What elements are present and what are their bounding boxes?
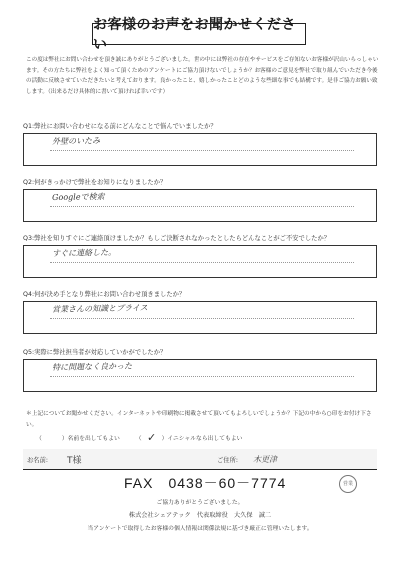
question-label: Q1:弊社にお問い合わせになる前にどんなことで悩んでいましたか？ [23, 123, 217, 130]
answer-line [50, 206, 354, 207]
question-1 [23, 122, 377, 166]
choice-initials[interactable]: （ ✓ ）イニシャルなら出してもよい [135, 430, 243, 444]
check-mark-icon: ✓ [147, 430, 157, 444]
question-2 [23, 178, 377, 222]
answer-box [23, 133, 377, 166]
choice-label: ）イニシャルなら出してもよい [161, 436, 243, 442]
question-4 [23, 290, 377, 334]
handwritten-answer: 外壁のいたみ [52, 136, 101, 146]
choice-label: ）名前を出してもよい [61, 436, 120, 442]
question-label: Q5:実際に弊社担当者が対応していかがでしたか？ [23, 349, 167, 356]
handwritten-answer: すぐに連絡した。 [52, 247, 117, 258]
footer-thanks: ご協力ありがとうございました。 [156, 500, 244, 506]
answer-line [50, 318, 354, 319]
answer-box [23, 359, 377, 392]
choice-full-name[interactable]: （ ）名前を出してもよい [36, 433, 120, 442]
name-value[interactable]: T様 [67, 455, 82, 466]
footer-company: 株式会社シェアテック 代表取締役 大久保 誠二 [128, 512, 272, 519]
survey-title: お客様のお声をお聞かせください [92, 23, 306, 45]
address-value[interactable]: 木更津 [253, 454, 277, 464]
handwritten-answer: 特に問題なく良かった [52, 361, 133, 372]
question-label: Q2:何がきっかけで弊社をお知りになりましたか？ [23, 179, 167, 186]
handwritten-answer: 営業さんの知識とプライス [52, 303, 148, 314]
answer-box [23, 245, 377, 278]
company-stamp: 営業 [339, 475, 357, 493]
footer-privacy: 当アンケートで取得したお客様の個人情報は関係法規に基づき厳正に管理いたします。 [87, 526, 313, 532]
question-label: Q3:弊社を知りすぐにご連絡頂けましたか？もしご決断されなかったとしたらどんなことがご不安でしたか？ [23, 235, 331, 242]
intro-text: この度は弊社にお問い合わせを頂き誠にありがとうございました。世の中には弊社の存在やサービスをご存知ないお客様が沢山いらっしゃいます。その方たちに弊社をよく知って頂くためのアンケートにご協力頂けないでしょうか？お客様のご意見を弊社で取り組んでいただき今後の活動に反映させていただきたいと考えております。良かったこと、嬉しかったことどのような些細な事でも結構です。是非ご協力お願い致します。（出来るだけ具体的に書いて頂ければ幸いです） [26, 57, 379, 95]
handwritten-answer: Googleで検索 [52, 192, 105, 202]
question-5 [23, 348, 377, 392]
answer-line [50, 376, 354, 377]
answer-box [23, 189, 377, 222]
answer-box [23, 301, 377, 334]
consent-text: ＊上記についてお聞かせください。インターネットや印刷物に掲載させて頂いてもよろしいでしょうか？下記の中から○印をお付け下さい。 [26, 411, 372, 428]
fax-number: FAX 0438－60－7774 [124, 475, 287, 491]
answer-line [50, 150, 354, 151]
answer-line [50, 262, 354, 263]
consent-choices [36, 430, 366, 444]
name-label: お名前: [27, 456, 49, 464]
question-3 [23, 234, 377, 278]
question-label: Q4:何が決め手となり弊社にお問い合わせ頂きましたか？ [23, 291, 186, 298]
address-label: ご住所: [217, 456, 239, 464]
customer-info-row [23, 449, 377, 470]
